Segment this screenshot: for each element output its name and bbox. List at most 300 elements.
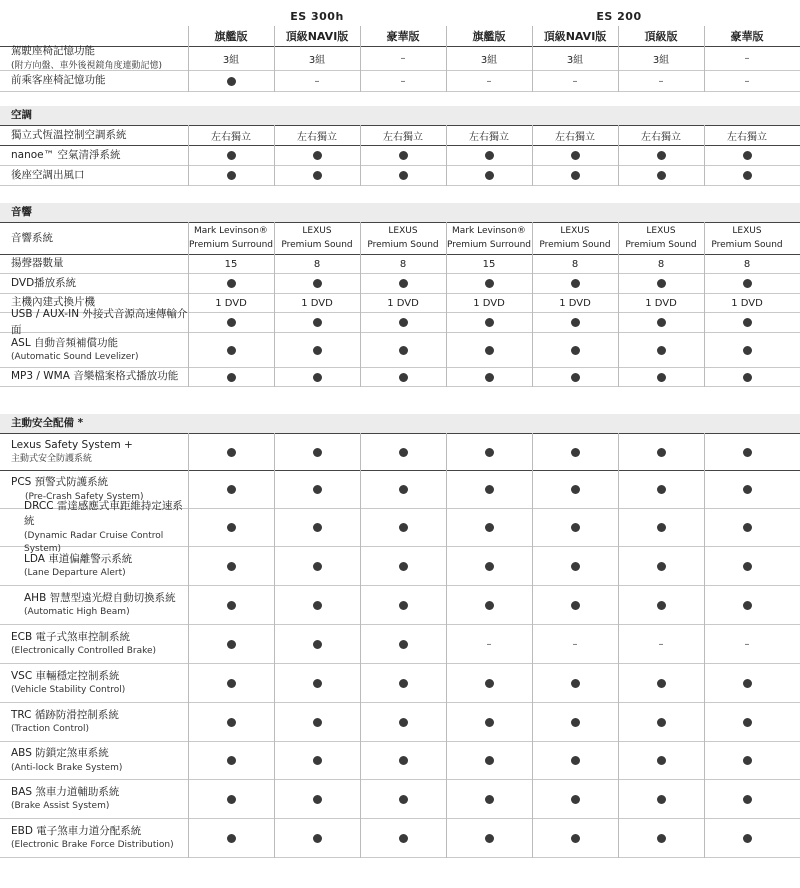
- value-cell: [532, 333, 618, 367]
- column-divider: [532, 125, 533, 186]
- value-cell: [704, 166, 790, 185]
- group-header-es300h: ES 300h: [290, 9, 344, 23]
- value-cell: [188, 547, 274, 585]
- value-cell: [274, 368, 360, 386]
- standard-dot-icon: [227, 679, 236, 688]
- not-available-dash: –: [572, 638, 578, 650]
- value-cell: [704, 333, 790, 367]
- not-available-dash: –: [744, 53, 750, 64]
- spec-row: [0, 125, 800, 146]
- value-cell: [446, 780, 532, 818]
- standard-dot-icon: [227, 485, 236, 494]
- value-cell: [274, 780, 360, 818]
- standard-dot-icon: [227, 77, 236, 86]
- value-text: 左右獨立: [641, 132, 681, 143]
- not-available-dash: –: [486, 638, 492, 650]
- value-text: 3組: [652, 55, 670, 66]
- value-cell: [274, 625, 360, 663]
- standard-dot-icon: [399, 279, 408, 288]
- value-cell: [446, 333, 532, 367]
- column-divider: [704, 433, 705, 858]
- standard-dot-icon: [227, 373, 236, 382]
- value-cell: [188, 368, 274, 386]
- column-divider: [446, 47, 447, 92]
- row-label: [0, 166, 188, 185]
- row-label: [0, 47, 188, 70]
- value-cell: [704, 471, 790, 508]
- value-cell: [532, 780, 618, 818]
- standard-dot-icon: [571, 562, 580, 571]
- value-cell: [704, 509, 790, 546]
- standard-dot-icon: [313, 718, 322, 727]
- row-label-text: LDA 車道偏離警示系統: [24, 552, 133, 565]
- value-cell: [618, 368, 704, 386]
- value-cell: [532, 509, 618, 546]
- value-text: 1 DVD: [559, 297, 591, 309]
- column-divider: [446, 433, 447, 858]
- value-cell: [274, 223, 360, 254]
- value-cell: [274, 47, 360, 70]
- standard-dot-icon: [399, 151, 408, 160]
- standard-dot-icon: [313, 795, 322, 804]
- standard-dot-icon: [227, 318, 236, 327]
- value-cell: [618, 126, 704, 145]
- row-label-text: 主機內建式換片機: [11, 296, 95, 309]
- value-cell: [188, 294, 274, 312]
- section-title: 音響: [11, 205, 32, 218]
- value-text: 左右獨立: [555, 132, 595, 143]
- standard-dot-icon: [485, 318, 494, 327]
- row-label-subtext: (Dynamic Radar Cruise Control System): [24, 530, 164, 554]
- standard-dot-icon: [743, 601, 752, 610]
- value-cell: [618, 294, 704, 312]
- section-header: [0, 414, 800, 433]
- value-cell: [446, 547, 532, 585]
- standard-dot-icon: [485, 279, 494, 288]
- standard-dot-icon: [227, 834, 236, 843]
- row-label: [0, 71, 188, 91]
- value-text: 左右獨立: [383, 132, 423, 143]
- value-cell: [360, 313, 446, 332]
- standard-dot-icon: [571, 679, 580, 688]
- standard-dot-icon: [313, 640, 322, 649]
- standard-dot-icon: [399, 795, 408, 804]
- value-cell: [704, 294, 790, 312]
- value-cell: [532, 368, 618, 386]
- row-label: [0, 308, 188, 336]
- value-text: 1 DVD: [387, 297, 419, 309]
- value-cell: [360, 126, 446, 145]
- row-label-text: PCS 預警式防護系統: [11, 476, 109, 489]
- value-cell: [446, 126, 532, 145]
- column-divider: [274, 433, 275, 858]
- column-divider: [532, 433, 533, 858]
- section-title: 空調: [11, 108, 32, 121]
- row-label-subtext: (附方向盤、車外後視鏡角度連動記憶): [11, 60, 163, 71]
- value-text-line: Mark Levinson®: [452, 225, 526, 236]
- standard-dot-icon: [743, 756, 752, 765]
- standard-dot-icon: [313, 448, 322, 457]
- standard-dot-icon: [571, 756, 580, 765]
- standard-dot-icon: [313, 346, 322, 355]
- value-text: 8: [571, 258, 579, 270]
- column-header: 頂級NAVI版: [543, 30, 607, 43]
- standard-dot-icon: [657, 448, 666, 457]
- value-cell: [274, 274, 360, 293]
- standard-dot-icon: [485, 834, 494, 843]
- standard-dot-icon: [571, 718, 580, 727]
- spec-row: [0, 742, 800, 780]
- row-label-text: BAS 煞車力道輔助系統: [11, 785, 120, 798]
- row-label: [0, 434, 188, 470]
- value-cell: [188, 703, 274, 741]
- column-divider: [704, 125, 705, 186]
- value-cell: [532, 47, 618, 70]
- value-text: 3組: [222, 55, 240, 66]
- value-cell: [704, 780, 790, 818]
- value-cell: [274, 313, 360, 332]
- column-divider: [618, 125, 619, 186]
- standard-dot-icon: [485, 679, 494, 688]
- standard-dot-icon: [657, 373, 666, 382]
- value-cell: [360, 166, 446, 185]
- value-cell: [446, 47, 532, 70]
- spec-row: [0, 500, 800, 554]
- column-divider: [704, 26, 705, 47]
- column-divider: [188, 433, 189, 858]
- value-text-line: Premium Surround: [447, 239, 531, 250]
- value-text-line: Mark Levinson®: [194, 225, 268, 236]
- not-available-dash: –: [486, 75, 492, 87]
- value-cell: [618, 166, 704, 185]
- value-cell: [188, 471, 274, 508]
- row-label-text: MP3 / WMA 音樂檔案格式播放功能: [11, 370, 179, 383]
- value-cell: [446, 368, 532, 386]
- value-cell: [618, 471, 704, 508]
- column-divider: [360, 26, 361, 47]
- column-divider: [188, 125, 189, 186]
- row-label: [0, 703, 188, 741]
- column-divider: [618, 26, 619, 47]
- value-cell: [532, 547, 618, 585]
- value-cell: [446, 625, 532, 663]
- value-cell: [360, 333, 446, 367]
- standard-dot-icon: [571, 834, 580, 843]
- standard-dot-icon: [657, 756, 666, 765]
- standard-dot-icon: [743, 718, 752, 727]
- value-cell: [532, 703, 618, 741]
- spec-row: [0, 780, 800, 819]
- row-label-text: ABS 防鎖定煞車系統: [11, 747, 109, 760]
- value-cell: [704, 625, 790, 663]
- value-cell: [532, 471, 618, 508]
- column-divider: [360, 47, 361, 92]
- value-text-line: LEXUS: [646, 225, 676, 236]
- standard-dot-icon: [313, 679, 322, 688]
- value-cell: [618, 664, 704, 702]
- value-cell: [274, 664, 360, 702]
- value-cell: [704, 742, 790, 779]
- row-label-text: DRCC 雷達感應式車距維持定速系統: [24, 500, 183, 528]
- value-cell: [360, 780, 446, 818]
- standard-dot-icon: [571, 346, 580, 355]
- value-cell: [618, 509, 704, 546]
- value-cell: [532, 71, 618, 91]
- value-cell: [618, 780, 704, 818]
- row-label-text: AHB 智慧型遠光燈自動切換系統: [24, 591, 176, 604]
- standard-dot-icon: [399, 756, 408, 765]
- value-cell: [446, 434, 532, 470]
- standard-dot-icon: [657, 718, 666, 727]
- value-cell: [618, 274, 704, 293]
- standard-dot-icon: [485, 485, 494, 494]
- value-cell: [274, 126, 360, 145]
- standard-dot-icon: [743, 834, 752, 843]
- row-label-subtext: (Brake Assist System): [11, 801, 110, 812]
- row-label-text: nanoe™ 空氣清淨系統: [11, 148, 121, 161]
- column-divider: [188, 47, 189, 92]
- standard-dot-icon: [743, 346, 752, 355]
- standard-dot-icon: [399, 601, 408, 610]
- value-cell: [360, 664, 446, 702]
- standard-dot-icon: [743, 562, 752, 571]
- value-cell: [188, 313, 274, 332]
- column-divider: [704, 222, 705, 387]
- spec-row: [0, 71, 800, 92]
- standard-dot-icon: [743, 523, 752, 532]
- column-divider: [618, 222, 619, 387]
- standard-dot-icon: [743, 279, 752, 288]
- value-text: 1 DVD: [301, 297, 333, 309]
- standard-dot-icon: [571, 373, 580, 382]
- value-cell: [704, 368, 790, 386]
- section-header: [0, 203, 800, 222]
- value-text: 8: [743, 258, 751, 270]
- standard-dot-icon: [657, 523, 666, 532]
- value-cell: [274, 294, 360, 312]
- column-divider: [446, 26, 447, 47]
- spec-row: [0, 368, 800, 387]
- value-text: 左右獨立: [297, 132, 337, 143]
- row-label: [0, 780, 188, 818]
- value-cell: [704, 126, 790, 145]
- standard-dot-icon: [485, 373, 494, 382]
- value-cell: [274, 819, 360, 857]
- row-label-text: USB / AUX-IN 外接式音源高速傳輸介面: [11, 308, 188, 336]
- value-cell: [360, 434, 446, 470]
- standard-dot-icon: [313, 171, 322, 180]
- value-cell: [704, 223, 790, 254]
- value-cell: [274, 71, 360, 91]
- value-cell: [532, 223, 618, 254]
- row-label-subtext: (Electronically Controlled Brake): [11, 646, 157, 657]
- value-cell: [360, 255, 446, 273]
- standard-dot-icon: [657, 562, 666, 571]
- standard-dot-icon: [657, 834, 666, 843]
- value-cell: [704, 71, 790, 91]
- standard-dot-icon: [227, 756, 236, 765]
- value-text: 左右獨立: [727, 132, 767, 143]
- row-label: [0, 126, 188, 145]
- value-text: 15: [224, 258, 238, 270]
- value-cell: [704, 47, 790, 70]
- standard-dot-icon: [399, 171, 408, 180]
- value-text: 8: [399, 258, 407, 270]
- value-cell: [446, 509, 532, 546]
- column-header: 豪華版: [730, 30, 764, 43]
- standard-dot-icon: [227, 601, 236, 610]
- column-divider: [532, 222, 533, 387]
- standard-dot-icon: [485, 718, 494, 727]
- value-text: 1 DVD: [215, 297, 247, 309]
- value-cell: [618, 586, 704, 624]
- spec-row: [0, 222, 800, 255]
- standard-dot-icon: [485, 151, 494, 160]
- value-cell: [618, 434, 704, 470]
- value-cell: [274, 586, 360, 624]
- row-label-text: ASL 自動音頻補償功能: [11, 336, 119, 349]
- value-cell: [188, 223, 274, 254]
- value-cell: [532, 313, 618, 332]
- value-text: 1 DVD: [473, 297, 505, 309]
- value-text-line: Premium Sound: [281, 239, 353, 250]
- value-cell: [360, 703, 446, 741]
- value-cell: [188, 126, 274, 145]
- value-cell: [274, 166, 360, 185]
- column-divider: [274, 222, 275, 387]
- row-label-subtext: (Electronic Brake Force Distribution): [11, 840, 174, 851]
- value-cell: [360, 146, 446, 165]
- standard-dot-icon: [399, 562, 408, 571]
- value-cell: [446, 664, 532, 702]
- value-cell: [704, 586, 790, 624]
- standard-dot-icon: [227, 279, 236, 288]
- value-cell: [532, 255, 618, 273]
- not-available-dash: –: [744, 75, 750, 87]
- value-cell: [274, 255, 360, 273]
- value-text-line: LEXUS: [732, 225, 762, 236]
- not-available-dash: –: [744, 638, 750, 650]
- standard-dot-icon: [485, 171, 494, 180]
- standard-dot-icon: [743, 373, 752, 382]
- value-cell: [188, 166, 274, 185]
- value-cell: [446, 294, 532, 312]
- standard-dot-icon: [657, 795, 666, 804]
- standard-dot-icon: [743, 171, 752, 180]
- column-divider: [532, 47, 533, 92]
- value-cell: [618, 71, 704, 91]
- column-divider: [188, 222, 189, 387]
- row-label-text: VSC 車輛穩定控制系統: [11, 669, 120, 682]
- value-cell: [188, 434, 274, 470]
- spec-row: [0, 308, 800, 336]
- not-available-dash: –: [314, 75, 320, 87]
- value-cell: [532, 434, 618, 470]
- value-cell: [188, 664, 274, 702]
- value-cell: [274, 333, 360, 367]
- value-cell: [704, 146, 790, 165]
- value-text: 8: [657, 258, 665, 270]
- value-text: 1 DVD: [645, 297, 677, 309]
- spec-row: [0, 146, 800, 166]
- column-divider: [618, 47, 619, 92]
- value-cell: [446, 819, 532, 857]
- standard-dot-icon: [485, 601, 494, 610]
- row-label-subtext: (Lane Departure Alert): [24, 568, 126, 579]
- spec-row: [0, 255, 800, 274]
- row-label-text: 後座空調出風口: [11, 168, 85, 181]
- standard-dot-icon: [399, 373, 408, 382]
- value-cell: [360, 509, 446, 546]
- column-divider: [188, 26, 189, 47]
- value-cell: [188, 509, 274, 546]
- standard-dot-icon: [743, 151, 752, 160]
- value-cell: [188, 586, 274, 624]
- value-cell: [274, 509, 360, 546]
- value-cell: [274, 703, 360, 741]
- standard-dot-icon: [657, 485, 666, 494]
- value-text: 左右獨立: [211, 132, 251, 143]
- row-label-text: 前乘客座椅記憶功能: [11, 74, 106, 87]
- standard-dot-icon: [313, 151, 322, 160]
- row-label-subtext: (Traction Control): [11, 724, 89, 735]
- value-cell: [360, 47, 446, 70]
- value-cell: [446, 274, 532, 293]
- value-text-line: Premium Sound: [625, 239, 697, 250]
- value-cell: [188, 255, 274, 273]
- row-label-subtext: (Automatic Sound Levelizer): [11, 352, 139, 363]
- value-cell: [274, 146, 360, 165]
- spec-row: [0, 274, 800, 294]
- value-cell: [618, 255, 704, 273]
- standard-dot-icon: [227, 171, 236, 180]
- value-text-line: Premium Surround: [189, 239, 273, 250]
- row-label: [0, 500, 188, 554]
- value-cell: [188, 47, 274, 70]
- standard-dot-icon: [227, 640, 236, 649]
- value-cell: [446, 255, 532, 273]
- row-label-text: EBD 電子煞車力道分配系統: [11, 824, 142, 837]
- standard-dot-icon: [399, 679, 408, 688]
- value-cell: [704, 819, 790, 857]
- value-cell: [188, 274, 274, 293]
- row-label: [0, 664, 188, 702]
- value-cell: [532, 146, 618, 165]
- value-cell: [704, 547, 790, 585]
- standard-dot-icon: [743, 448, 752, 457]
- standard-dot-icon: [571, 523, 580, 532]
- row-label: [0, 255, 188, 273]
- standard-dot-icon: [571, 279, 580, 288]
- column-header: 頂級版: [644, 30, 678, 43]
- standard-dot-icon: [657, 346, 666, 355]
- value-text: 3組: [308, 55, 326, 66]
- value-cell: [446, 703, 532, 741]
- standard-dot-icon: [399, 834, 408, 843]
- standard-dot-icon: [399, 448, 408, 457]
- value-text-line: Premium Sound: [367, 239, 439, 250]
- row-label-subtext: (Vehicle Stability Control): [11, 685, 126, 696]
- value-cell: [360, 274, 446, 293]
- not-available-dash: –: [658, 638, 664, 650]
- standard-dot-icon: [399, 640, 408, 649]
- row-label-subtext: (Anti-lock Brake System): [11, 762, 123, 773]
- value-text: 15: [482, 258, 496, 270]
- value-cell: [274, 434, 360, 470]
- value-cell: [360, 223, 446, 254]
- not-available-dash: –: [572, 75, 578, 87]
- column-divider: [532, 26, 533, 47]
